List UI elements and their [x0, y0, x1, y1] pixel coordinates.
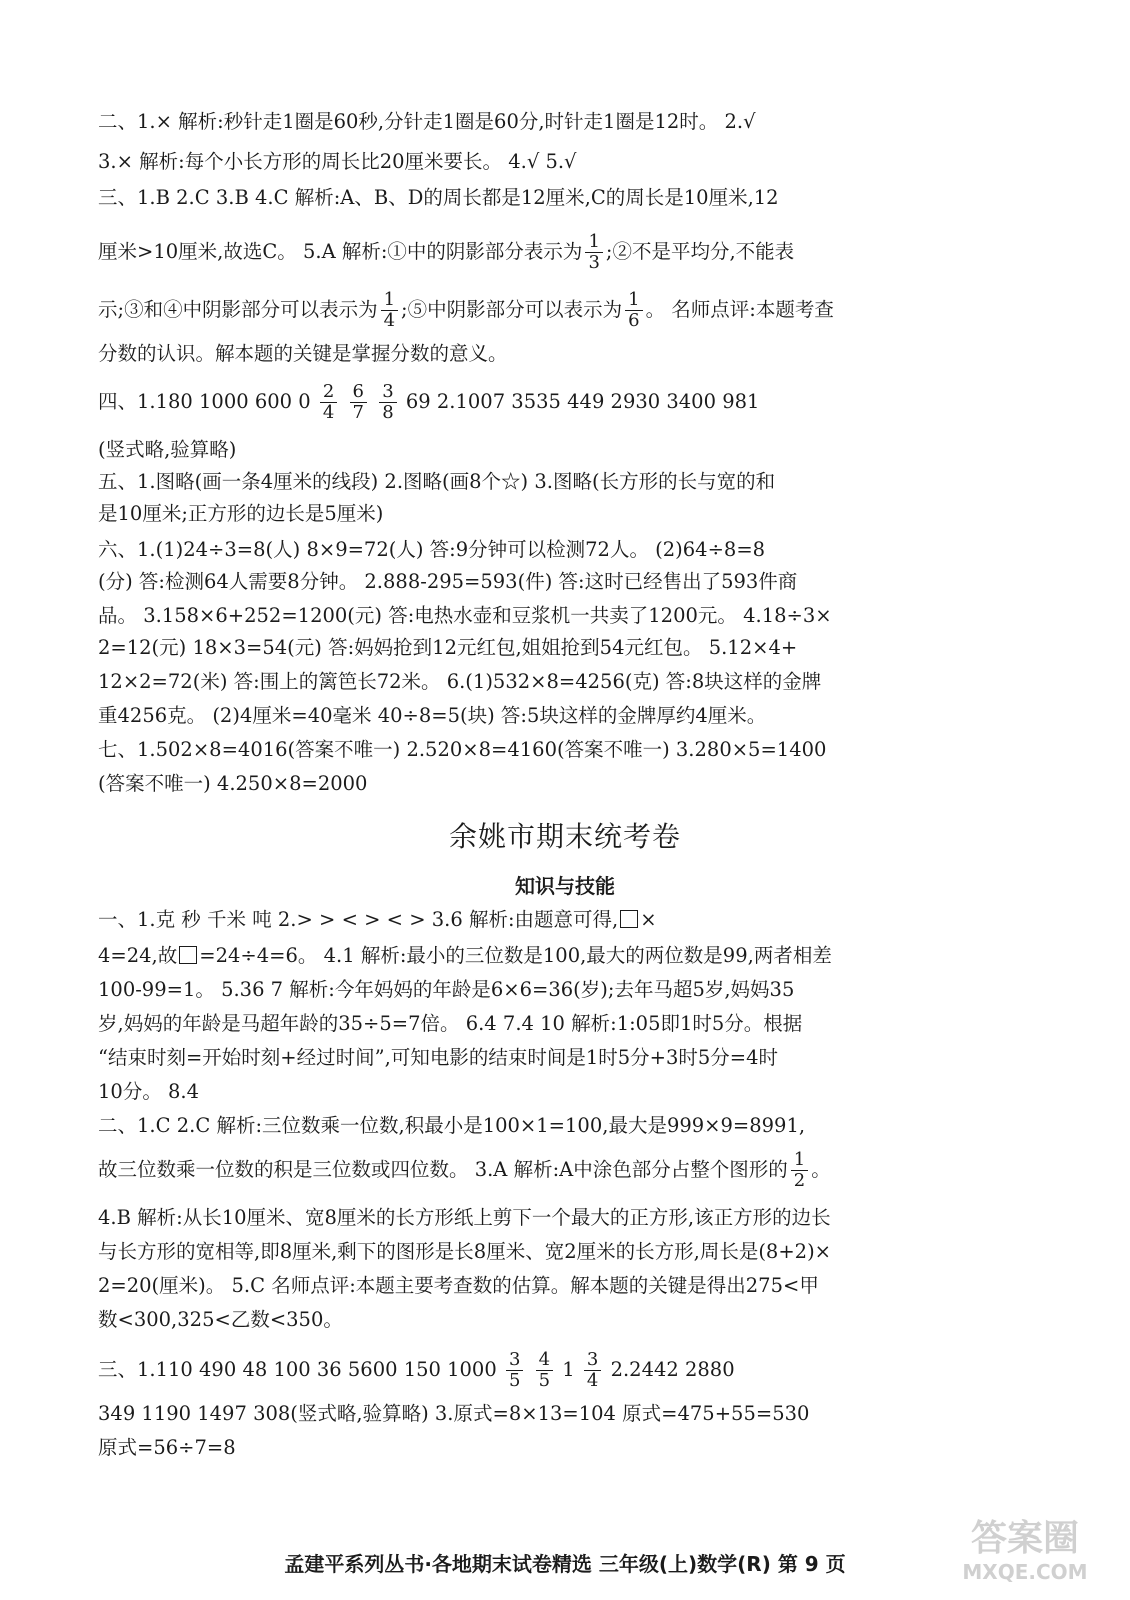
answer-line: 3.× 解析:每个小长方形的周长比20厘米要长。 4.√ 5.√: [98, 150, 577, 173]
answer-line: 示;③和④中阴影部分可以表示为 $\frac{1}{4}$ ;⑤中阴影部分可以表示为 $\frac{1}{6}$ 。 名师点评:本题考查: [98, 289, 834, 331]
answer-line: 四、1.180 1000 600 0 $\frac{2}{4}$ $\frac{6}{7}$ $\frac{3}{8}$ 69 2.1007 3535 449 2930 3400 981: [98, 381, 760, 423]
fraction: $\frac{1}{4}$: [381, 290, 398, 331]
answer-line: 三、1.110 490 48 100 36 5600 150 1000 $\frac{3}{5}$ $\frac{4}{5}$ 1 $\frac{3}{4}$ 2.2442 2880: [98, 1349, 735, 1391]
answer-line: (竖式略,验算略): [98, 438, 237, 461]
fraction: $\frac{3}{4}$: [584, 1350, 601, 1391]
answer-line: 349 1190 1497 308(竖式略,验算略) 3.原式=8×13=104 原式=475+55=530: [98, 1402, 810, 1425]
blank-box: [620, 910, 638, 928]
answer-line: (分) 答:检测64人需要8分钟。 2.888-295=593(件) 答:这时已经售出了593件商: [98, 570, 798, 593]
answer-line: 2=12(元) 18×3=54(元) 答:妈妈抢到12元红包,姐姐抢到54元红包。 5.12×4+: [98, 636, 798, 659]
answer-line: (答案不唯一) 4.250×8=2000: [98, 772, 368, 795]
fraction: $\frac{4}{5}$: [536, 1350, 553, 1391]
exam-title: 余姚市期末统考卷: [448, 820, 681, 853]
answer-line: 一、1.克 秒 千米 吨 2.> > < > < > 3.6 解析:由题意可得, ×: [98, 908, 657, 931]
answer-line: 厘米>10厘米,故选C。 5.A 解析:①中的阴影部分表示为 $\frac{1}{3}$ ;②不是平均分,不能表: [98, 231, 795, 273]
answer-line: 12×2=72(米) 答:围上的篱笆长72米。 6.(1)532×8=4256(克) 答:8块这样的金牌: [98, 670, 822, 693]
fraction: $\frac{3}{5}$: [506, 1350, 523, 1391]
answer-line: 二、1.C 2.C 解析:三位数乘一位数,积最小是100×1=100,最大是999×9=8991,: [98, 1114, 806, 1137]
fraction: $\frac{3}{8}$: [379, 382, 396, 423]
watermark-logo: 答案圈 MXQE.COM: [962, 1518, 1088, 1584]
answer-line: 是10厘米;正方形的边长是5厘米): [98, 502, 384, 525]
answer-line: 分数的认识。解本题的关键是掌握分数的意义。: [98, 342, 508, 365]
answer-line: 七、1.502×8=4016(答案不唯一) 2.520×8=4160(答案不唯一) 3.280×5=1400: [98, 738, 827, 761]
answer-line: 三、1.B 2.C 3.B 4.C 解析:A、B、D的周长都是12厘米,C的周长是10厘米,12: [98, 186, 779, 209]
answer-line: 重4256克。 (2)4厘米=40毫米 40÷8=5(块) 答:5块这样的金牌厚约4厘米。: [98, 704, 767, 727]
fraction: $\frac{2}{4}$: [320, 382, 337, 423]
answer-line: 故三位数乘一位数的积是三位数或四位数。 3.A 解析:A中涂色部分占整个图形的 $\frac{1}{2}$ 。: [98, 1149, 831, 1191]
answer-line: 4.B 解析:从长10厘米、宽8厘米的长方形纸上剪下一个最大的正方形,该正方形的边长: [98, 1206, 831, 1229]
answer-line: 五、1.图略(画一条4厘米的线段) 2.图略(画8个☆) 3.图略(长方形的长与宽的和: [98, 470, 776, 493]
blank-box: [179, 946, 197, 964]
answer-line: 2=20(厘米)。 5.C 名师点评:本题主要考查数的估算。解本题的关键是得出275<甲: [98, 1274, 819, 1297]
fraction: $\frac{1}{6}$: [625, 290, 642, 331]
page-footer: 孟建平系列丛书·各地期末试卷精选 三年级(上)数学(R) 第 9 页: [284, 1552, 846, 1576]
answer-line: 二、1.× 解析:秒针走1圈是60秒,分针走1圈是60分,时针走1圈是12时。 2.√: [98, 110, 756, 133]
answer-line: 100-99=1。 5.36 7 解析:今年妈妈的年龄是6×6=36(岁);去年马超5岁,妈妈35: [98, 978, 795, 1001]
fraction: $\frac{1}{3}$: [585, 232, 602, 273]
answer-line: 数<300,325<乙数<350。: [98, 1308, 343, 1331]
fraction: $\frac{1}{2}$: [791, 1150, 808, 1191]
answer-line: 岁,妈妈的年龄是马超年龄的35÷5=7倍。 6.4 7.4 10 解析:1:05即1时5分。根据: [98, 1012, 803, 1035]
answer-line: “结束时刻=开始时刻+经过时间”,可知电影的结束时间是1时5分+3时5分=4时: [98, 1046, 779, 1069]
answer-line: 与长方形的宽相等,即8厘米,剩下的图形是长8厘米、宽2厘米的长方形,周长是(8+2)×: [98, 1240, 832, 1263]
answer-line: 原式=56÷7=8: [98, 1436, 236, 1459]
answer-line: 品。 3.158×6+252=1200(元) 答:电热水壶和豆浆机一共卖了1200元。 4.18÷3×: [98, 604, 832, 627]
answer-line: 六、1.(1)24÷3=8(人) 8×9=72(人) 答:9分钟可以检测72人。 (2)64÷8=8: [98, 538, 766, 561]
fraction: $\frac{6}{7}$: [350, 382, 367, 423]
exam-subtitle: 知识与技能: [515, 874, 615, 898]
answer-line: 10分。 8.4: [98, 1080, 200, 1103]
answer-line: 4=24,故 =24÷4=6。 4.1 解析:最小的三位数是100,最大的两位数是99,两者相差: [98, 944, 832, 967]
